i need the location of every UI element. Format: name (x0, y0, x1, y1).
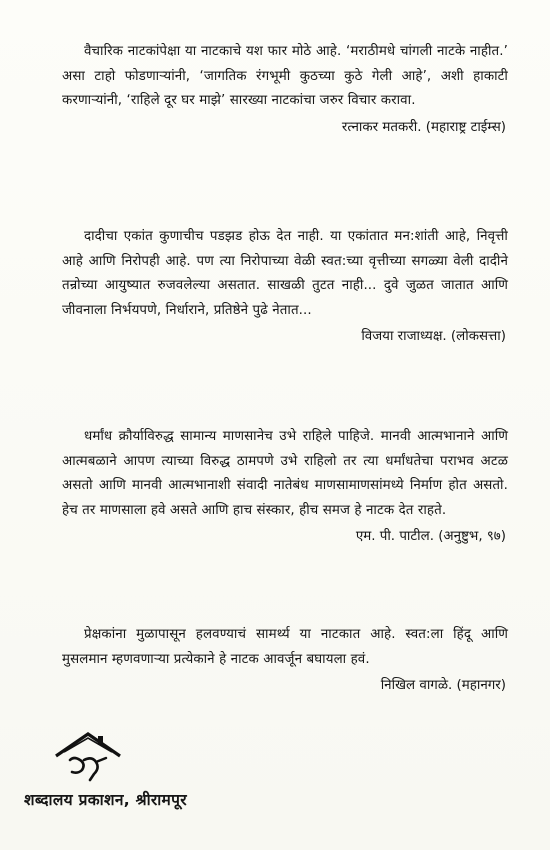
quote-text: प्रेक्षकांना मुळापासून हलवण्याचं सामर्थ्य या नाटकात आहे. स्वत:ला हिंदू आणि मुसलमान म्हणवणाऱ्या प्रत्येकाने हे नाटक आवर्जून बघायला हवं. (62, 627, 508, 667)
quote-attribution: रत्नाकर मतकरी. (महाराष्ट्र टाईम्स) (341, 119, 506, 135)
quote-text: वैचारिक नाटकांपेक्षा या नाटकाचे यश फार मोठे आहे. ‘मराठीमधे चांगली नाटके नाहीत.’ असा टाहो फोडणाऱ्यांनी, ‘जागतिक रंगभूमी कुठच्या कुठे गेली आहे’, अशी हाकाटी करणाऱ्यांनी, ‘राहिले दूर घर माझे’ सारख्या नाटकांचा जरुर विचार करावा. (62, 44, 508, 108)
quote-text: धर्मांध क्रौर्याविरुद्ध सामान्य माणसानेच उभे राहिले पाहिजे. मानवी आत्मभानाने आणि आत्मबळाने आपण त्याच्या विरुद्ध ठामपणे उभे राहिलो तर त्या धर्मांधतेचा पराभव अटळ असतो आणि मानवी आत्मभानाशी संवादी नातेबंध माणसामाणसांमध्ये निर्माण होत असतो. हेच तर माणसाला हवे असते आणि हाच संस्कार, हीच समज हे नाटक देत राहते. (62, 429, 508, 518)
quote-attribution: एम. पी. पाटील. (अनुष्टुभ, ९७) (355, 529, 506, 544)
review-quote-3 (62, 425, 508, 549)
publisher-block (24, 730, 284, 820)
house-sh-logo-icon (54, 730, 122, 786)
quote-attribution: विजया राजाध्यक्ष. (लोकसत्ता) (361, 329, 506, 344)
review-quote-4 (62, 623, 508, 698)
publisher-name: शब्दालय प्रकाशन, श्रीरामपूर (24, 791, 187, 809)
review-quote-1 (62, 40, 508, 140)
quote-attribution: निखिल वागळे. (महानगर) (380, 678, 506, 693)
quote-text: दादीचा एकांत कुणाचीच पडझड होऊ देत नाही. या एकांतात मन:शांती आहे, निवृत्ती आहे आणि निरोपही आहे. पण त्या निरोपाच्या वेळी स्वत:च्या वृत्तीच्या सगळ्या वेली दादीने तन्रोच्या आयुष्यात रुजवलेल्या असतात. साखळी तुटत नाही... दुवे जुळत जातात आणि जीवनाला निर्भयपणे, निर्धाराने, प्रतिष्ठेने पुढे नेतात... (62, 229, 508, 318)
review-quote-2 (62, 225, 508, 349)
